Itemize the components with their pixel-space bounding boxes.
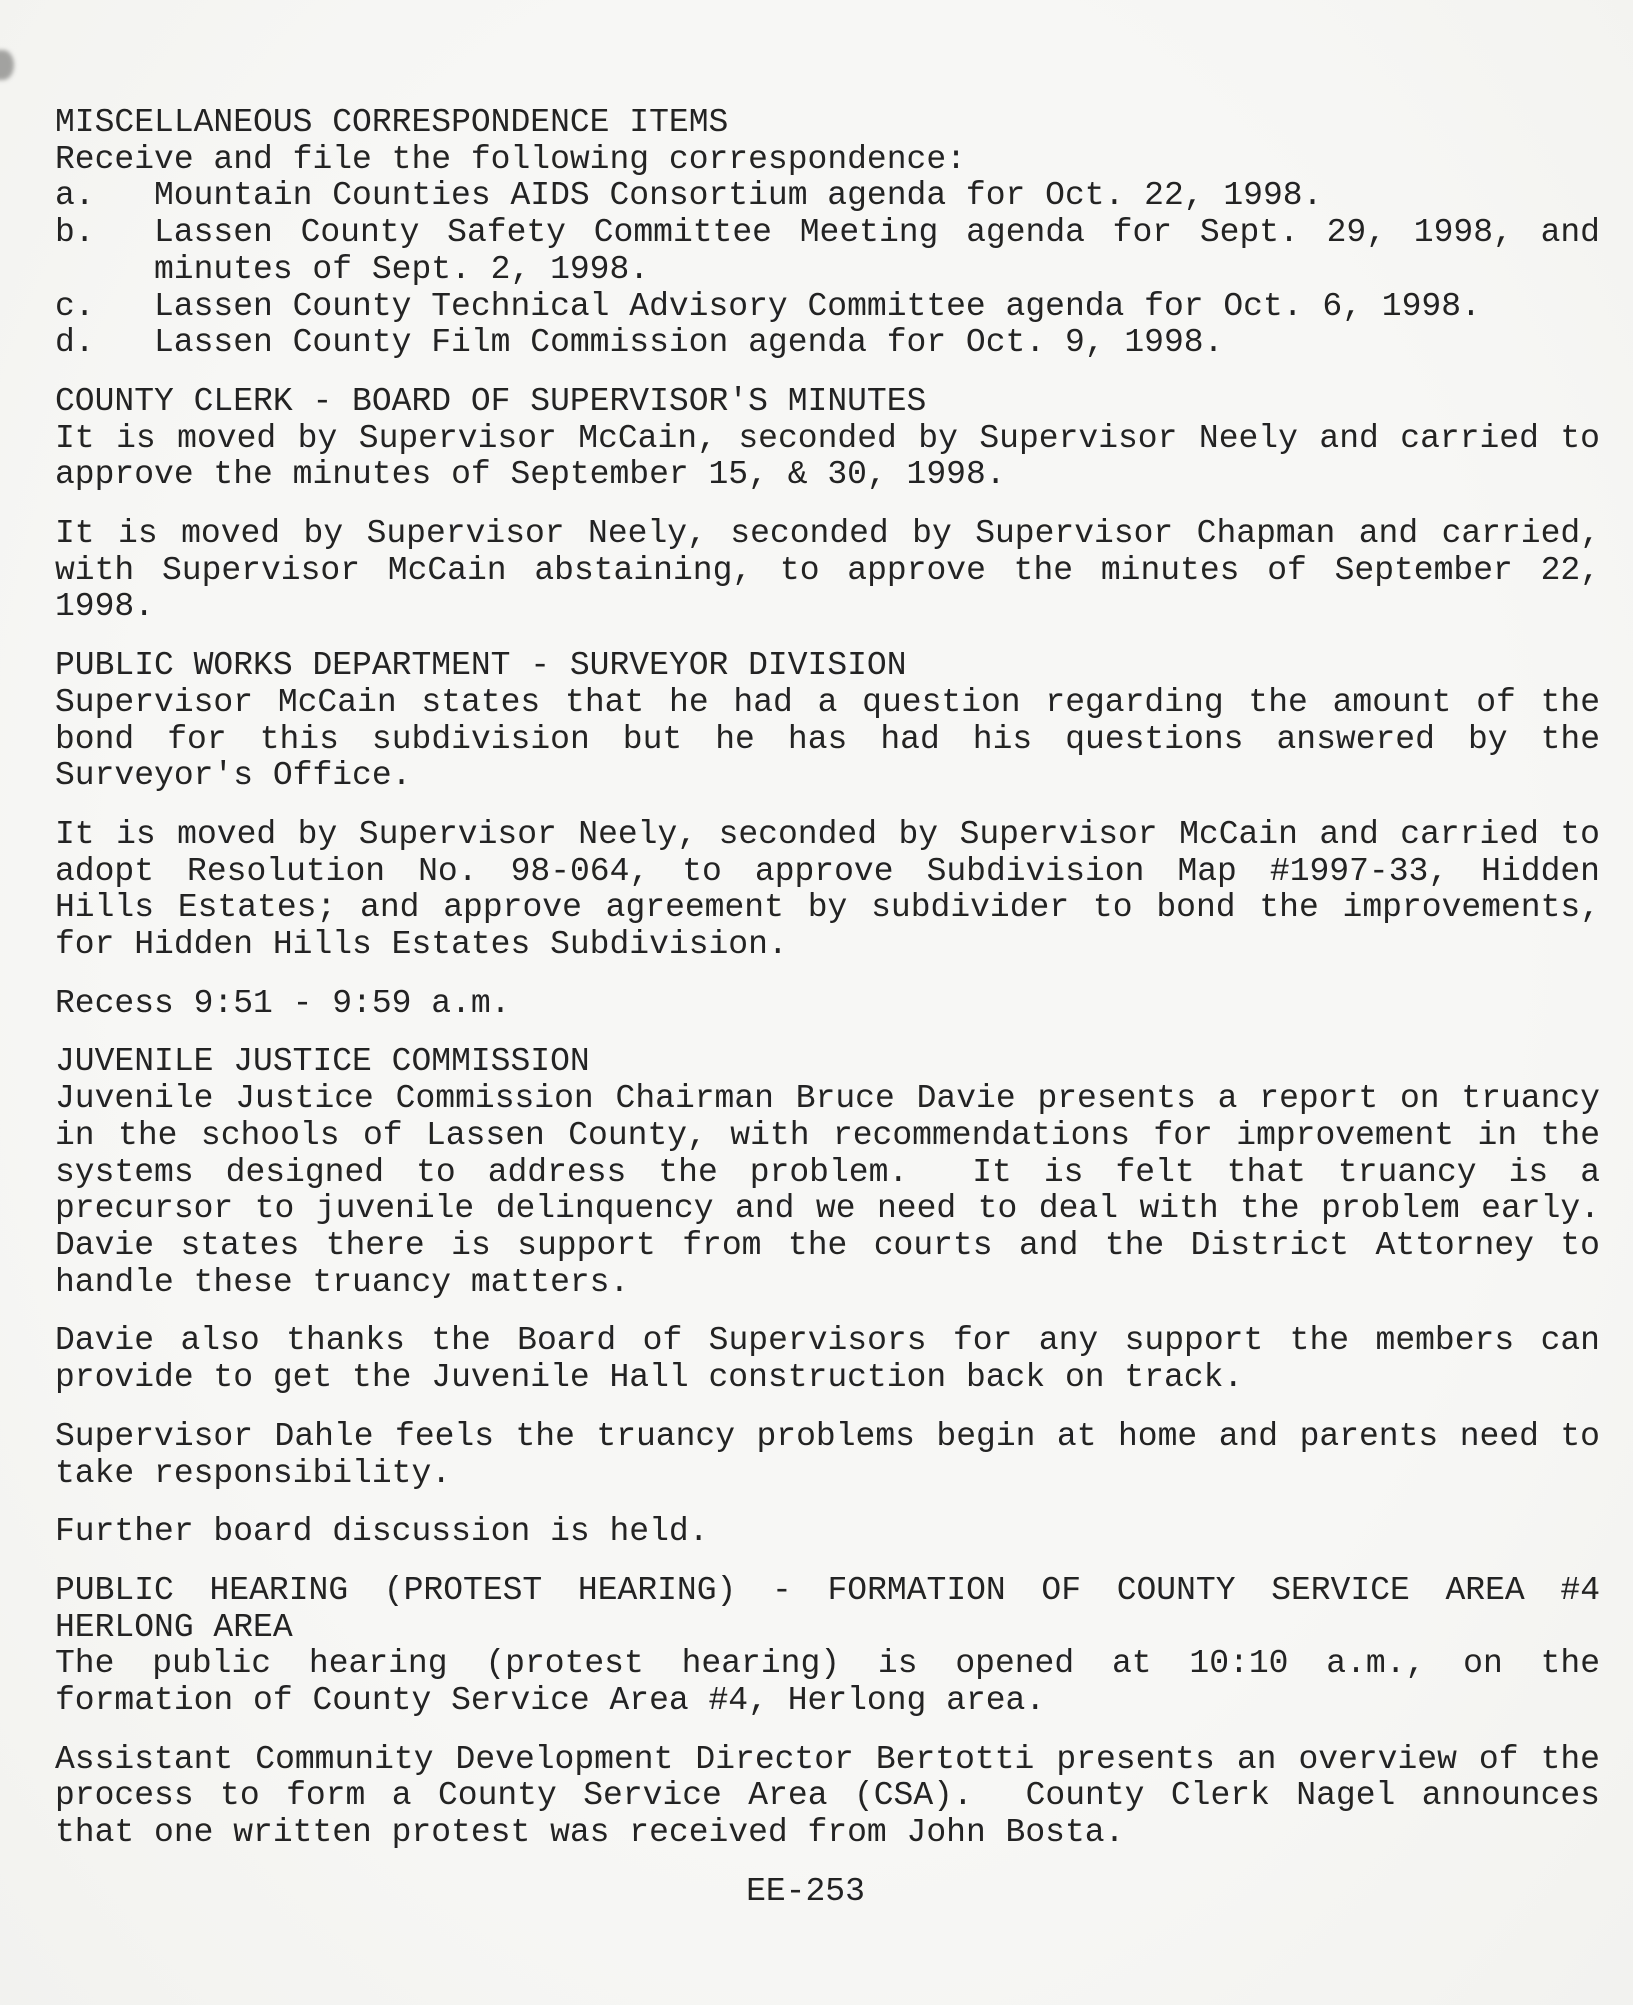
paragraph (55, 1419, 1600, 1492)
paragraph-line: Receive and file the following correspondence: (55, 140, 966, 178)
list-item (55, 289, 1600, 326)
list-item (55, 215, 1600, 288)
paragraph-line: Juvenile Justice Commission Chairman Bruce Davie presents a report on truancy (55, 1080, 1600, 1118)
list-item-line: Mountain Counties AIDS Consortium agenda for Oct. 22, 1998. (154, 177, 1323, 215)
list-item (55, 325, 1600, 362)
paragraph-line: Assistant Community Development Director Bertotti presents an overview of the (55, 1740, 1600, 1778)
paragraph-line: for Hidden Hills Estates Subdivision. (55, 926, 788, 964)
paragraph-line: formation of County Service Area #4, Herlong area. (55, 1682, 1046, 1720)
paragraph-line: It is moved by Supervisor Neely, seconded by Supervisor McCain and carried to (55, 815, 1600, 853)
paragraph-line: with Supervisor McCain abstaining, to approve the minutes of September 22, (55, 551, 1600, 589)
paragraph (55, 1646, 1600, 1719)
list-item (55, 178, 1600, 215)
paragraph-line: Davie states there is support from the courts and the District Attorney to (55, 1226, 1600, 1264)
list-item-line: Lassen County Technical Advisory Committee agenda for Oct. 6, 1998. (154, 287, 1481, 325)
paragraph (55, 986, 1600, 1023)
paragraph-line: Hills Estates; and approve agreement by subdivider to bond the improvements, (55, 889, 1600, 927)
paragraph-line: 1998. (55, 588, 155, 626)
paragraph-line: adopt Resolution No. 98-064, to approve Subdivision Map #1997-33, Hidden (55, 852, 1600, 890)
heading-line: JUVENILE JUSTICE COMMISSION (55, 1043, 590, 1081)
paragraph (55, 1742, 1600, 1852)
section-heading (55, 105, 1600, 142)
list-item-line: Lassen County Safety Committee Meeting agenda for Sept. 29, 1998, and (154, 214, 1600, 252)
section-heading (55, 384, 1600, 421)
section (55, 1573, 1600, 1852)
paragraph-line: Recess 9:51 - 9:59 a.m. (55, 984, 511, 1022)
paragraph-line: take responsibility. (55, 1454, 452, 1492)
list-marker: d. (55, 324, 95, 362)
paragraph (55, 817, 1600, 964)
paragraph (55, 1323, 1600, 1396)
paragraph-line: precursor to juvenile delinquency and we need to deal with the problem early. (55, 1190, 1600, 1228)
paragraph-line: Supervisor McCain states that he had a question regarding the amount of the (55, 683, 1600, 721)
section-heading (55, 1573, 1600, 1646)
section (55, 986, 1600, 1023)
list-marker: c. (55, 287, 95, 325)
section-heading (55, 648, 1600, 685)
paragraph-line: systems designed to address the problem. It is felt that truancy is a (55, 1153, 1600, 1191)
paragraph (55, 1514, 1600, 1551)
document-body (55, 105, 1600, 1911)
scan-artifact-smudge (0, 50, 14, 80)
heading-line: PUBLIC WORKS DEPARTMENT - SURVEYOR DIVISION (55, 647, 907, 685)
paragraph-line: provide to get the Juvenile Hall construction back on track. (55, 1359, 1244, 1397)
paragraph (55, 142, 1600, 179)
heading-line: HERLONG AREA (55, 1608, 293, 1646)
paragraph-line: in the schools of Lassen County, with recommendations for improvement in the (55, 1116, 1600, 1154)
list-marker: b. (55, 214, 95, 252)
paragraph-line: handle these truancy matters. (55, 1263, 630, 1301)
paragraph-line: It is moved by Supervisor McCain, seconded by Supervisor Neely and carried to (55, 419, 1600, 457)
list-item-line: minutes of Sept. 2, 1998. (154, 250, 650, 288)
list-marker: a. (55, 177, 95, 215)
paragraph-line: approve the minutes of September 15, & 30, 1998. (55, 456, 1006, 494)
paragraph-line: that one written protest was received from John Bosta. (55, 1814, 1125, 1852)
paragraph (55, 685, 1600, 795)
paragraph (55, 421, 1600, 494)
paragraph-line: The public hearing (protest hearing) is opened at 10:10 a.m., on the (55, 1645, 1600, 1683)
section (55, 648, 1600, 964)
heading-line: MISCELLANEOUS CORRESPONDENCE ITEMS (55, 104, 729, 141)
heading-line: COUNTY CLERK - BOARD OF SUPERVISOR'S MINUTES (55, 382, 927, 420)
heading-line: PUBLIC HEARING (PROTEST HEARING) - FORMATION OF COUNTY SERVICE AREA #4 (55, 1571, 1600, 1609)
section (55, 105, 1600, 362)
paragraph-line: It is moved by Supervisor Neely, seconded by Supervisor Chapman and carried, (55, 515, 1600, 553)
paragraph-line: Davie also thanks the Board of Supervisors for any support the members can (55, 1322, 1600, 1360)
section (55, 1044, 1600, 1550)
paragraph-line: bond for this subdivision but he has had his questions answered by the (55, 720, 1600, 758)
list-item-line: Lassen County Film Commission agenda for Oct. 9, 1998. (154, 324, 1224, 362)
paragraph (55, 516, 1600, 626)
paragraph-line: Supervisor Dahle feels the truancy problems begin at home and parents need to (55, 1417, 1600, 1455)
section (55, 384, 1600, 626)
page-number: EE-253 (746, 1872, 865, 1910)
paragraph (55, 1081, 1600, 1301)
paragraph-line: Further board discussion is held. (55, 1513, 709, 1551)
paragraph-line: Surveyor's Office. (55, 757, 412, 795)
paragraph-line: process to form a County Service Area (CSA). County Clerk Nagel announces (55, 1777, 1600, 1815)
section-heading (55, 1044, 1600, 1081)
